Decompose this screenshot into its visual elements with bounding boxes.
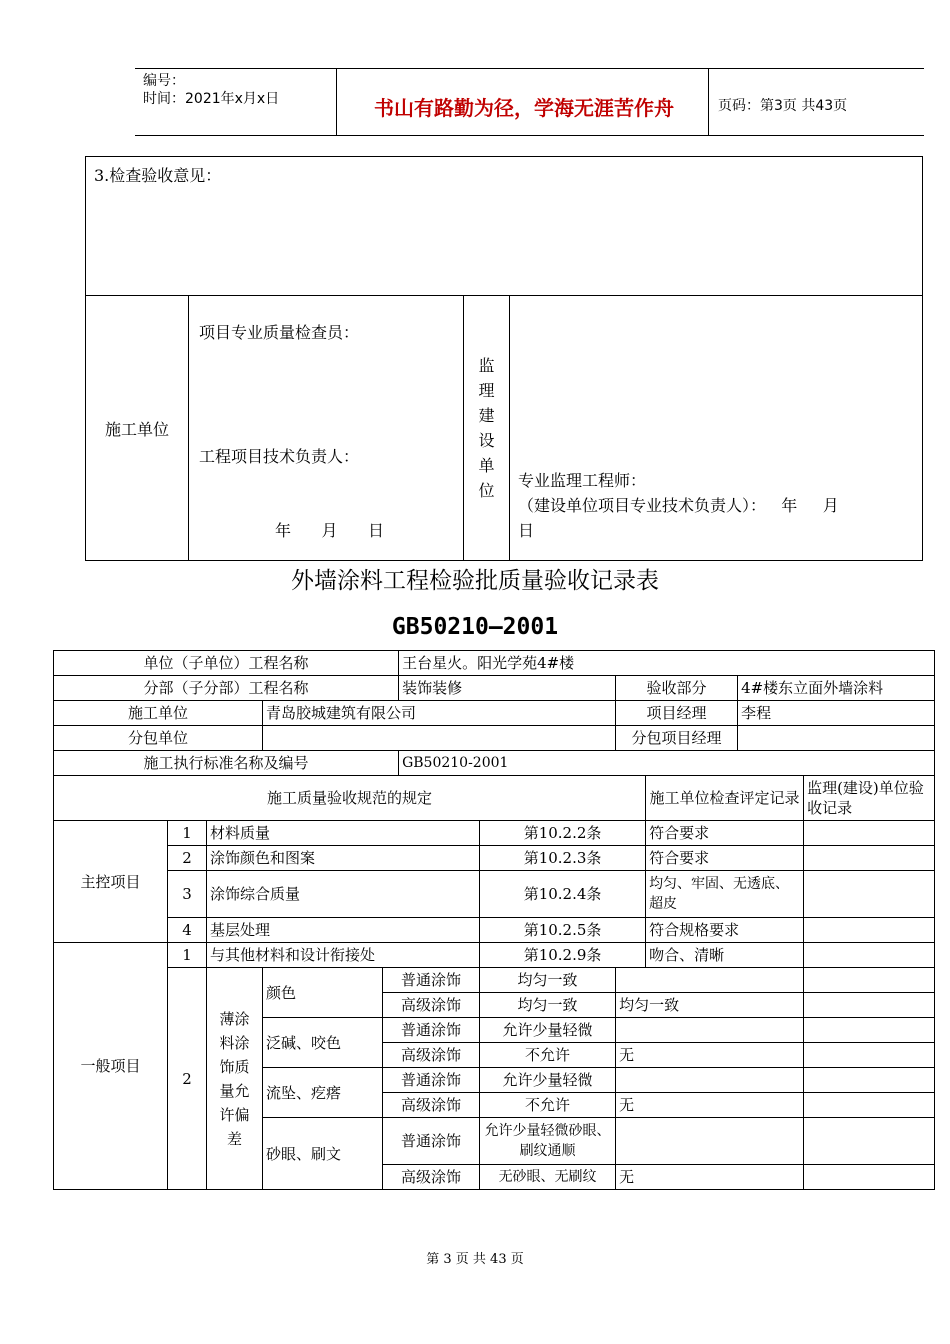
project-name-label: 单位（子单位）工程名称 xyxy=(54,651,399,676)
deviation-result xyxy=(616,968,804,993)
item-no: 2 xyxy=(168,846,207,871)
deviation-result: 无 xyxy=(616,1093,804,1118)
item-clause: 第10.2.3条 xyxy=(480,846,646,871)
deviation-name: 颜色 xyxy=(263,968,383,1018)
deviation-result xyxy=(616,1018,804,1043)
supervision-sign-cell xyxy=(510,296,923,561)
item-name: 与其他材料和设计衔接处 xyxy=(207,943,480,968)
date-left: 年 月 日 xyxy=(275,521,385,540)
time-label: 时间：2021年x月x日 xyxy=(143,91,280,107)
deviation-name: 流坠、疙瘩 xyxy=(263,1068,383,1118)
subcontract-label: 分包单位 xyxy=(54,726,263,751)
item-result: 均匀、牢固、无透底、超皮 xyxy=(646,871,804,918)
item-name: 材料质量 xyxy=(207,821,480,846)
deviation-grade: 高级涂饰 xyxy=(383,993,480,1018)
construction-unit-label: 施工单位 xyxy=(54,701,263,726)
item-name: 涂饰综合质量 xyxy=(207,871,480,918)
item-result: 符合要求 xyxy=(646,821,804,846)
deviation-supervision xyxy=(804,1018,935,1043)
opinion-label: 3.检查验收意见： xyxy=(94,166,222,185)
deviation-result: 无 xyxy=(616,1043,804,1068)
construction-unit: 青岛胶城建筑有限公司 xyxy=(263,701,616,726)
supervision-char: 理 xyxy=(478,381,495,400)
deviation-req: 允许少量轻微砂眼、刷纹通顺 xyxy=(480,1118,616,1165)
general-label: 一般项目 xyxy=(54,943,168,1190)
item-no: 1 xyxy=(168,943,207,968)
deviation-grade: 普通涂饰 xyxy=(383,968,480,993)
item-no: 1 xyxy=(168,821,207,846)
deviation-grade: 高级涂饰 xyxy=(383,1165,480,1190)
quality-inspector-label: 项目专业质量检查员： xyxy=(199,323,360,342)
thin-coating-label: 薄涂料涂饰质量允许偏差 xyxy=(207,968,263,1190)
page-footer: 第 3 页 共 43 页 xyxy=(426,1252,524,1267)
deviation-req: 不允许 xyxy=(480,1093,616,1118)
item-no: 3 xyxy=(168,871,207,918)
deviation-grade: 普通涂饰 xyxy=(383,1018,480,1043)
acceptance-part: 4#楼东立面外墙涂料 xyxy=(738,676,935,701)
date-right: 日 xyxy=(518,521,535,540)
record-table xyxy=(53,650,935,1190)
deviation-result xyxy=(616,1068,804,1093)
item-result: 吻合、清晰 xyxy=(646,943,804,968)
deviation-name: 砂眼、刷文 xyxy=(263,1118,383,1190)
supervision-char: 单 xyxy=(478,456,495,475)
deviation-supervision xyxy=(804,1093,935,1118)
supervision-char: 设 xyxy=(478,431,495,450)
exec-standard-label: 施工执行标准名称及编号 xyxy=(54,751,399,776)
spec-header: 施工质量验收规范的规定 xyxy=(54,776,646,821)
manager: 李程 xyxy=(738,701,935,726)
item-supervision xyxy=(804,918,935,943)
motto: 书山有路勤为径，学海无涯苦作舟 xyxy=(374,96,674,120)
page-indicator: 页码：第3页 共43页 xyxy=(718,98,848,114)
supervision-char: 位 xyxy=(478,481,495,500)
deviation-grade: 普通涂饰 xyxy=(383,1068,480,1093)
item-supervision xyxy=(804,943,935,968)
deviation-result: 无 xyxy=(616,1165,804,1190)
deviation-req: 允许少量轻微 xyxy=(480,1018,616,1043)
supervision-unit-cell xyxy=(464,296,510,561)
deviation-supervision xyxy=(804,1118,935,1165)
deviation-result xyxy=(616,1118,804,1165)
deviation-req: 允许少量轻微 xyxy=(480,1068,616,1093)
deviation-req: 无砂眼、无刷纹 xyxy=(480,1165,616,1190)
deviation-grade: 普通涂饰 xyxy=(383,1118,480,1165)
sub-project: 装饰装修 xyxy=(399,676,616,701)
deviation-result: 均匀一致 xyxy=(616,993,804,1018)
item-clause: 第10.2.9条 xyxy=(480,943,646,968)
construction-unit-label: 施工单位 xyxy=(104,419,169,439)
deviation-grade: 高级涂饰 xyxy=(383,1043,480,1068)
exec-standard: GB50210-2001 xyxy=(399,751,935,776)
item-clause: 第10.2.5条 xyxy=(480,918,646,943)
standard-code: GB50210—2001 xyxy=(391,614,559,640)
item-clause: 第10.2.4条 xyxy=(480,871,646,918)
item-supervision xyxy=(804,821,935,846)
item-supervision xyxy=(804,846,935,871)
deviation-supervision xyxy=(804,993,935,1018)
deviation-supervision xyxy=(804,1043,935,1068)
supervision-char: 监 xyxy=(478,356,495,375)
opinion-cell xyxy=(86,157,923,296)
construction-sign-cell xyxy=(189,296,464,561)
deviation-req: 不允许 xyxy=(480,1043,616,1068)
manager-label: 项目经理 xyxy=(616,701,738,726)
deviation-req: 均匀一致 xyxy=(480,993,616,1018)
supervisor-label: 专业监理工程师： xyxy=(518,471,647,490)
item-supervision xyxy=(804,871,935,918)
record-title: 外墙涂料工程检验批质量验收记录表 xyxy=(291,568,659,594)
subcontract xyxy=(263,726,616,751)
code-label: 编号： xyxy=(143,73,185,89)
project-name: 王台星火。阳光学苑4#楼 xyxy=(399,651,935,676)
item-name: 基层处理 xyxy=(207,918,480,943)
owner-leader-label: （建设单位项目专业技术负责人）： 年 月 xyxy=(518,496,839,515)
item-result: 符合规格要求 xyxy=(646,918,804,943)
main-label: 主控项目 xyxy=(54,821,168,943)
header-meta xyxy=(143,72,279,108)
deviation-supervision xyxy=(804,1165,935,1190)
item-result: 符合要求 xyxy=(646,846,804,871)
item-no: 4 xyxy=(168,918,207,943)
sub-manager xyxy=(738,726,935,751)
deviation-name: 泛碱、咬色 xyxy=(263,1018,383,1068)
sub-manager-label: 分包项目经理 xyxy=(616,726,738,751)
tech-leader-label: 工程项目技术负责人： xyxy=(199,447,360,466)
item-clause: 第10.2.2条 xyxy=(480,821,646,846)
general-no-2: 2 xyxy=(168,968,207,1190)
deviation-supervision xyxy=(804,968,935,993)
deviation-supervision xyxy=(804,1068,935,1093)
inspection-table xyxy=(85,156,923,561)
acceptance-part-label: 验收部分 xyxy=(616,676,738,701)
construction-unit-cell xyxy=(86,296,189,561)
sub-project-label: 分部（子分部）工程名称 xyxy=(54,676,399,701)
supervision-char: 建 xyxy=(478,406,495,425)
deviation-req: 均匀一致 xyxy=(480,968,616,993)
deviation-grade: 高级涂饰 xyxy=(383,1093,480,1118)
supervision-header: 监理(建设)单位验收记录 xyxy=(804,776,935,821)
check-header: 施工单位检查评定记录 xyxy=(646,776,804,821)
item-name: 涂饰颜色和图案 xyxy=(207,846,480,871)
